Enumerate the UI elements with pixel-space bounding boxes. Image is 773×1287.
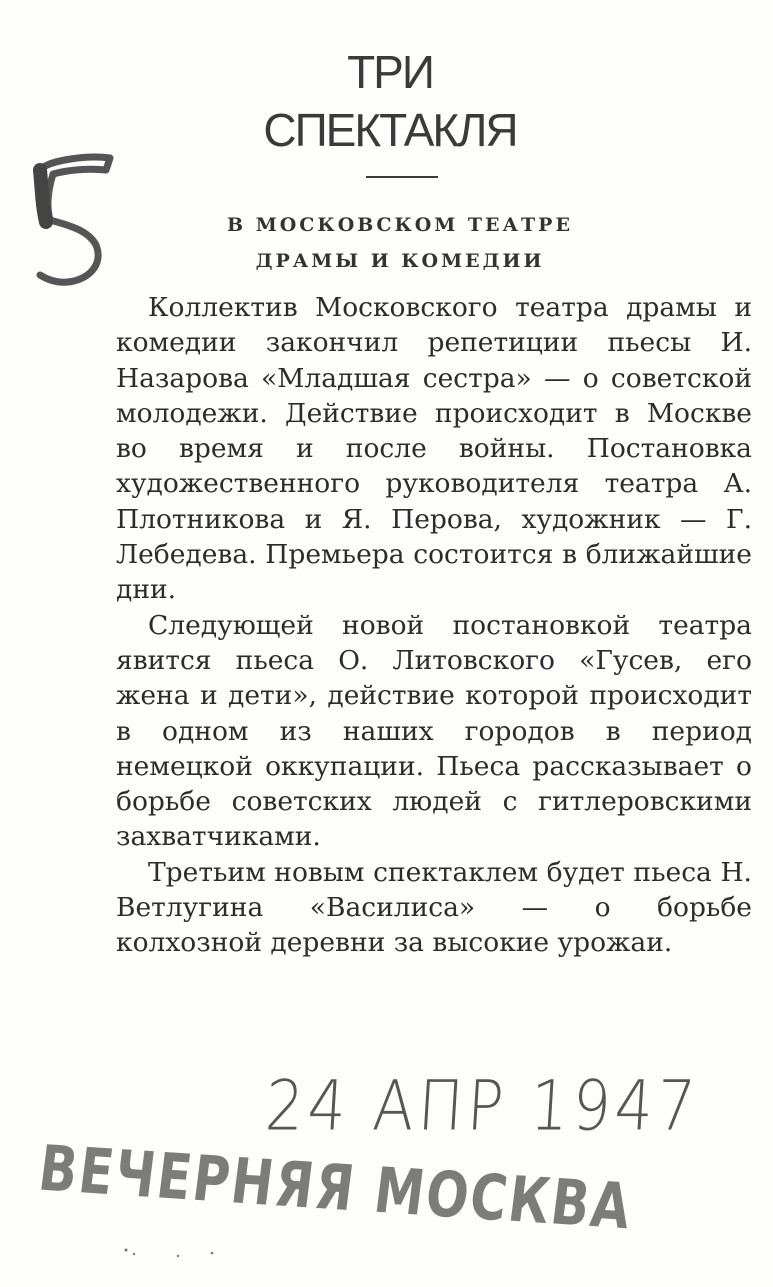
headline-divider bbox=[366, 176, 438, 178]
subheadline-line-2: ДРАМЫ И КОМЕДИИ bbox=[255, 250, 545, 272]
headline-line-2: СПЕКТАКЛЯ bbox=[263, 104, 517, 156]
article-paragraph-3: Третьим новым спектаклем будет пьеса Н. Ветлугина «Василиса» — о борьбе колхозной деревни за высокие урожаи. bbox=[116, 856, 752, 959]
date-stamp: 24 АПР 1947 bbox=[263, 1066, 702, 1147]
article-paragraph-1: Коллектив Московского театра драмы и комедии закончил репетиции пьесы И. Назарова «Младшая сестра» — о советской молодежи. Действие происходит в Москве во время и после войны. Постановка художественного руководителя театра А. Плотникова и Я. Перова, художник — Г. Лебедева. Премьера состоится в ближайшие дни. bbox=[116, 292, 752, 606]
handwritten-number-mark bbox=[18, 130, 118, 290]
subheadline-line-1: В МОСКОВСКОМ ТЕАТРЕ bbox=[227, 214, 573, 236]
headline-line-1: ТРИ bbox=[347, 46, 433, 98]
article-paragraph-2: Следующей новой постановкой театра явится пьеса О. Литовского «Гусев, его жена и дети», действие которой происходит в одном из наших городов в период немецкой оккупации. Пьеса рассказывает о борьбе советских людей с гитлеровскими захватчиками. bbox=[116, 609, 752, 853]
paper-specks bbox=[120, 1244, 240, 1264]
newspaper-name-stamp: ВЕЧЕРНЯЯ МОСКВА bbox=[34, 1132, 637, 1244]
article-body bbox=[116, 290, 752, 961]
